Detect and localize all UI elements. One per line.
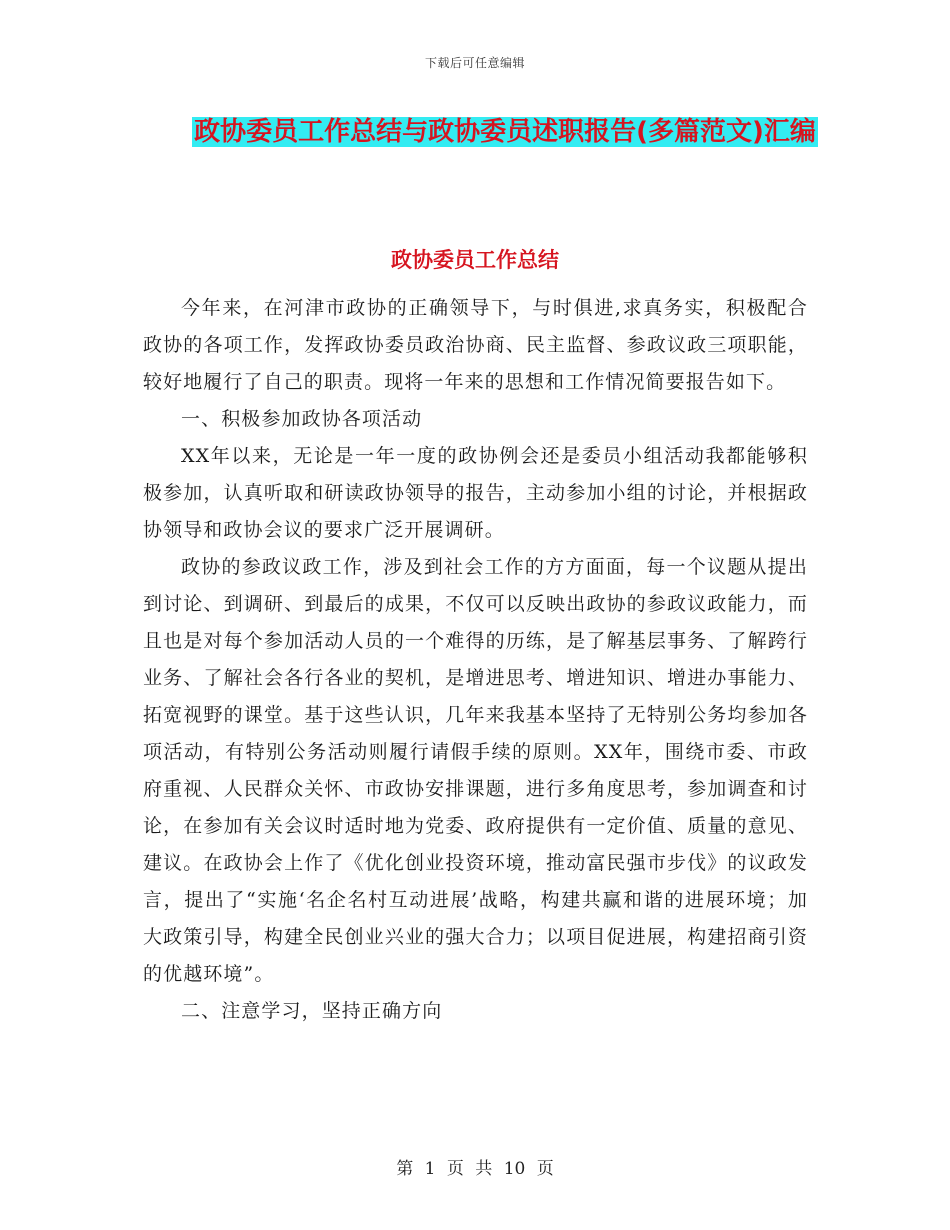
paragraph: XX年以来，无论是一年一度的政协例会还是委员小组活动我都能够积极参加，认真听取和研读政协领导的报告，主动参加小组的讨论，并根据政协领导和政协会议的要求广泛开展调研。 — [143, 445, 808, 541]
paragraph-heading: 一、积极参加政协各项活动 — [181, 408, 423, 430]
document-body — [143, 290, 808, 1030]
document-title-text: 政协委员工作总结与政协委员述职报告(多篇范文)汇编 — [194, 117, 816, 147]
page-header-note: 下载后可任意编辑 — [424, 56, 525, 70]
section-title: 政协委员工作总结 — [391, 248, 559, 272]
paragraph-heading: 二、注意学习，坚持正确方向 — [181, 1000, 443, 1022]
paragraph: 政协的参政议政工作，涉及到社会工作的方方面面，每一个议题从提出到讨论、到调研、到最后的成果，不仅可以反映出政协的参政议政能力，而且也是对每个参加活动人员的一个难得的历练，是了解基层事务、了解跨行业务、了解社会各行各业的契机，是增进思考、增进知识、增进办事能力、拓宽视野的课堂。基于这些认识，几年来我基本坚持了无特别公务均参加各项活动，有特别公务活动则履行请假手续的原则。XX年，围绕市委、市政府重视、人民群众关怀、市政协安排课题，进行多角度思考，参加调查和讨论，在参加有关会议时适时地为党委、政府提供有一定价值、质量的意见、建议。在政协会上作了《优化创业投资环境，推动富民强市步伐》的议政发言，提出了“实施‘名企名村互动进展’战略，构建共赢和谐的进展环境；加大政策引导，构建全民创业兴业的强大合力；以项目促进展，构建招商引资的优越环境”。 — [143, 556, 808, 985]
paragraph: 今年来，在河津市政协的正确领导下，与时俱进,求真务实，积极配合政协的各项工作，发挥政协委员政治协商、民主监督、参政议政三项职能，较好地履行了自己的职责。现将一年来的思想和工作情况简要报告如下。 — [143, 297, 808, 393]
document-title — [185, 108, 825, 156]
page-footer: 第 1 页 共 10 页 — [396, 1159, 554, 1179]
